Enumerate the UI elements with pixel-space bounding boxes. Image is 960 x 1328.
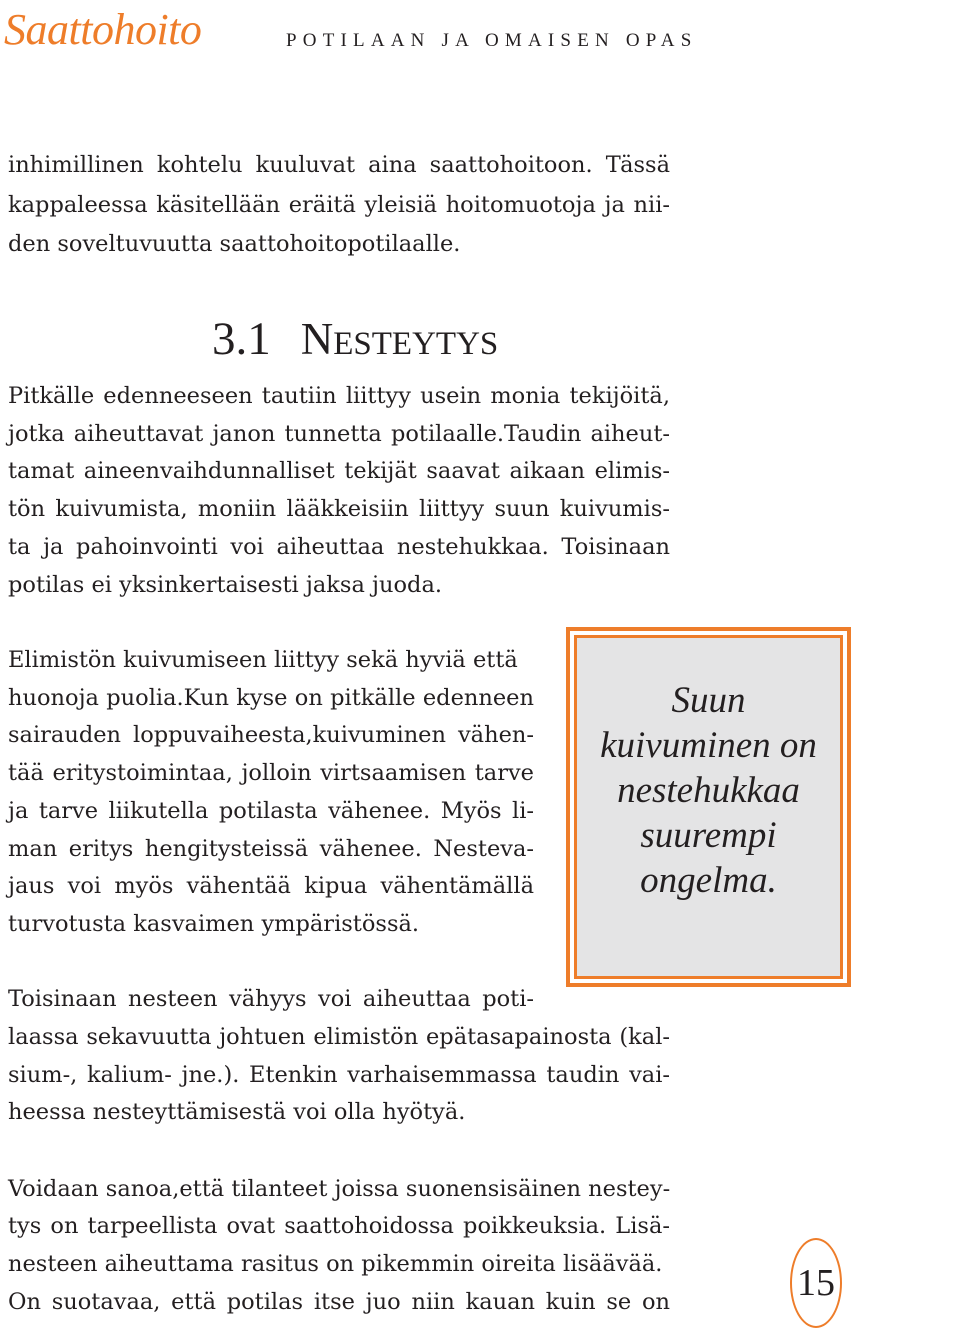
pull-quote-line: Suun [671, 680, 746, 721]
section-number: 3.1 [212, 313, 271, 365]
intro-line: inhimillinen kohtelu kuuluvat aina saattohoitoon. Tässä [8, 152, 670, 178]
para2-line: sairauden loppuvaiheesta,kuivuminen vähen- [8, 722, 534, 748]
para4-line: On suotavaa, että potilas itse juo niin kauan kuin se on [8, 1289, 670, 1315]
pull-quote-line: kuivuminen on [600, 725, 817, 766]
para2-line: man eritys hengitysteissä vähenee. Nesteva- [8, 836, 534, 862]
para3-line: Toisinaan nesteen vähyys voi aiheuttaa poti- [8, 986, 534, 1012]
para1-line: potilas ei yksinkertaisesti jaksa juoda. [8, 572, 443, 598]
section-title-initial: N [300, 314, 334, 364]
pull-quote-panel [574, 635, 843, 979]
para2-line: jaus voi myös vähentää kipua vähentämällä [8, 873, 534, 899]
para1-line: Pitkälle edenneeseen tautiin liittyy usein monia tekijöitä, [8, 383, 670, 409]
para4-line: Voidaan sanoa,että tilanteet joissa suonensisäinen nestey- [8, 1176, 671, 1202]
publication-title: Saattohoito [4, 5, 202, 54]
page-number: 15 [790, 1238, 842, 1328]
pull-quote-box [566, 627, 851, 987]
para4-line: nesteen aiheuttama rasitus on pikemmin oireita lisäävää. [8, 1251, 663, 1277]
para1-line: tamat aineenvaihdunnalliset tekijät saavat aikaan elimis- [8, 458, 670, 484]
para3-line: sium-, kalium- jne.). Etenkin varhaisemmassa taudin vai- [8, 1062, 670, 1088]
para1-line: jotka aiheuttavat janon tunnetta potilaalle.Taudin aiheut- [8, 421, 670, 447]
para3-line: laassa sekavuutta johtuen elimistön epätasapainosta (kal- [8, 1024, 670, 1050]
para3-line: heessa nesteyttämisestä voi olla hyötyä. [8, 1099, 466, 1125]
section-heading [212, 312, 498, 366]
para1-line: tön kuivumista, moniin lääkkeisiin liittyy suun kuivumis- [8, 496, 670, 522]
para2-line: tää eritystoimintaa, jolloin virtsaamisen tarve [8, 760, 534, 786]
running-header: POTILAAN JA OMAISEN OPAS [286, 30, 698, 51]
para2-line: Elimistön kuivumiseen liittyy sekä hyviä että [8, 647, 518, 673]
para2-line: ja tarve liikutella potilasta vähenee. Myös li- [8, 798, 534, 824]
para2-line: turvotusta kasvaimen ympäristössä. [8, 911, 420, 937]
pull-quote-line: ongelma. [640, 860, 777, 901]
section-title-rest: ESTEYTYS [333, 326, 499, 362]
intro-line: den soveltuvuutta saattohoitopotilaalle. [8, 231, 461, 257]
para1-line: ta ja pahoinvointi voi aiheuttaa nestehukkaa. Toisinaan [8, 534, 670, 560]
pull-quote-line: nestehukkaa [617, 770, 800, 811]
pull-quote-line: suurempi [640, 815, 777, 856]
para2-line: huonoja puolia.Kun kyse on pitkälle edenneen [8, 685, 534, 711]
para4-line: tys on tarpeellista ovat saattohoidossa poikkeuksia. Lisä- [8, 1213, 670, 1239]
intro-line: kappaleessa käsitellään eräitä yleisiä hoitomuotoja ja nii- [8, 192, 670, 218]
